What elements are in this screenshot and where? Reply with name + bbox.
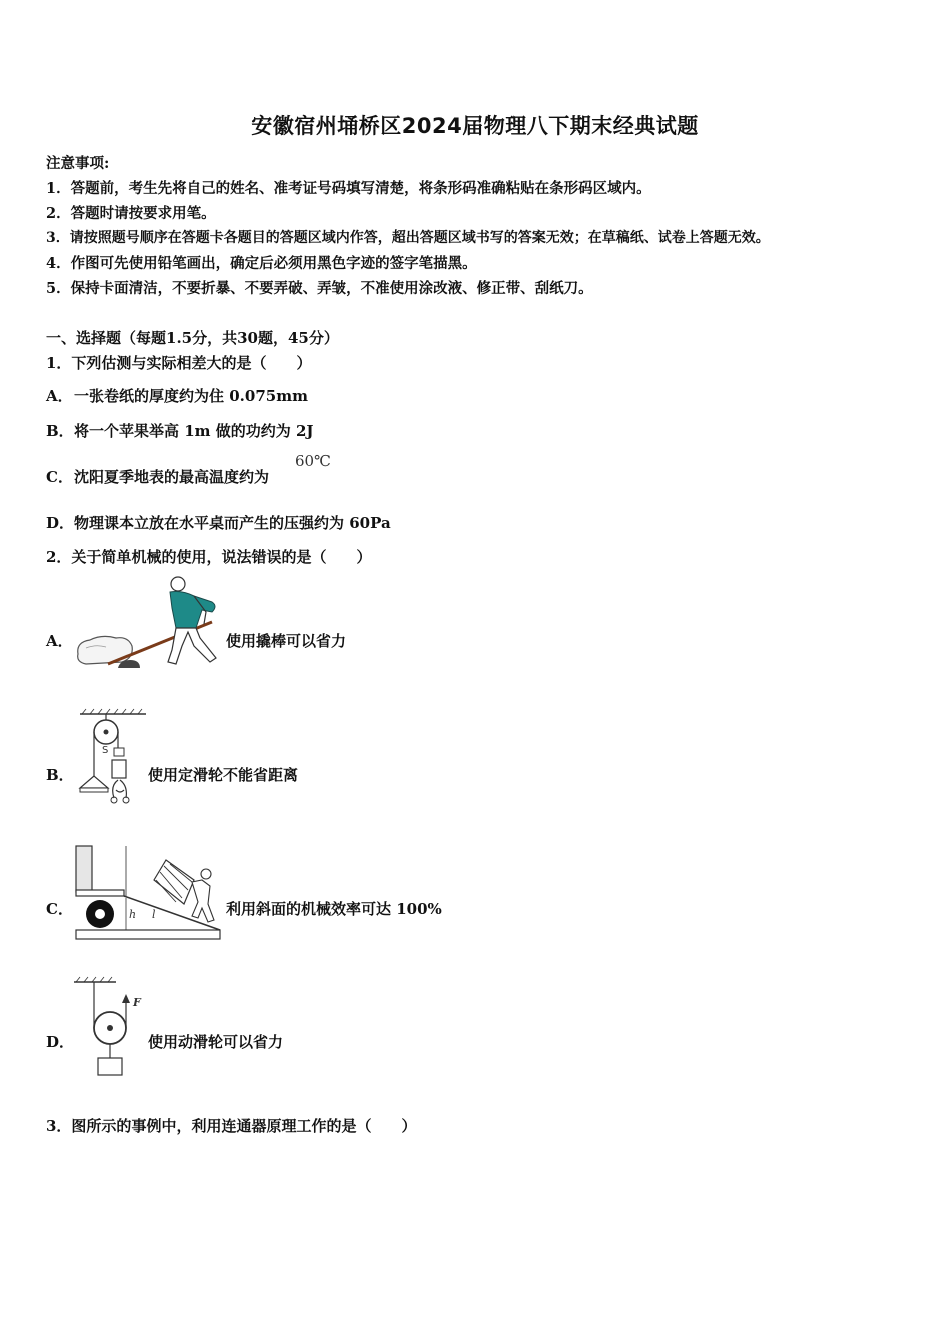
incline-figure [74, 840, 224, 944]
force-f-label: F [133, 996, 141, 1009]
page-title: 安徽宿州埇桥区2024届物理八下期末经典试题 [251, 114, 699, 138]
q2-option-b-text: 使用定滑轮不能省距离 [148, 766, 299, 784]
section-heading: 一、选择题（每题1.5分，共30题，45分） [46, 329, 339, 347]
notice-item-2: 2．答题时请按要求用笔。 [46, 205, 216, 222]
notice-heading: 注意事项: [46, 155, 110, 172]
question-3-stem: 3．图所示的事例中，利用连通器原理工作的是（ ） [46, 1117, 417, 1135]
notice-item-5: 5．保持卡面清洁，不要折暴、不要弄破、弄皱，不准使用涂改液、修正带、刮纸刀。 [46, 280, 593, 297]
q2-option-a-label: A． [46, 632, 73, 650]
q1-option-a-label: A． [46, 387, 73, 405]
crowbar-figure [72, 572, 222, 672]
q1-option-d-text: 物理课本立放在水平桌而产生的压强约为 60Pa [74, 514, 391, 532]
q1-option-a-text: 一张卷纸的厚度约为住 0.075mm [74, 387, 308, 405]
q1-option-c-text: 沈阳夏季地表的最高温度约为 [74, 468, 270, 486]
q1-option-c-temperature: 60℃ [295, 452, 331, 470]
fixed-pulley-figure [74, 708, 150, 812]
q1-option-c-label: C． [46, 468, 73, 486]
incline-h-label: h [129, 908, 137, 921]
movable-pulley-figure [72, 976, 152, 1080]
q1-option-d-label: D． [46, 514, 75, 532]
question-2-stem: 2．关于简单机械的使用，说法错误的是（ ） [46, 548, 372, 566]
incline-l-label: l [152, 908, 156, 921]
q2-option-b-label: B． [46, 766, 74, 784]
pulley-s-label: S [102, 745, 109, 756]
q2-option-a-text: 使用撬棒可以省力 [226, 632, 347, 650]
q2-option-c-label: C． [46, 900, 73, 918]
q2-option-c-text: 利用斜面的机械效率可达 100% [226, 900, 442, 918]
q1-option-b-text: 将一个苹果举高 1m 做的功约为 2J [74, 422, 314, 440]
notice-item-4: 4．作图可先使用铅笔画出，确定后必须用黑色字迹的签字笔描黑。 [46, 255, 477, 272]
notice-item-3: 3．请按照题号顺序在答题卡各题目的答题区域内作答，超出答题区域书写的答案无效；在草稿纸、试卷上答题无效。 [46, 230, 770, 246]
q2-option-d-label: D． [46, 1033, 75, 1051]
question-1-stem: 1．下列估测与实际相差大的是（ ） [46, 354, 312, 372]
q1-option-b-label: B． [46, 422, 74, 440]
q2-option-d-text: 使用动滑轮可以省力 [148, 1033, 284, 1051]
notice-item-1: 1．答题前，考生先将自己的姓名、准考证号码填写清楚，将条形码准确粘贴在条形码区域内。 [46, 180, 651, 197]
